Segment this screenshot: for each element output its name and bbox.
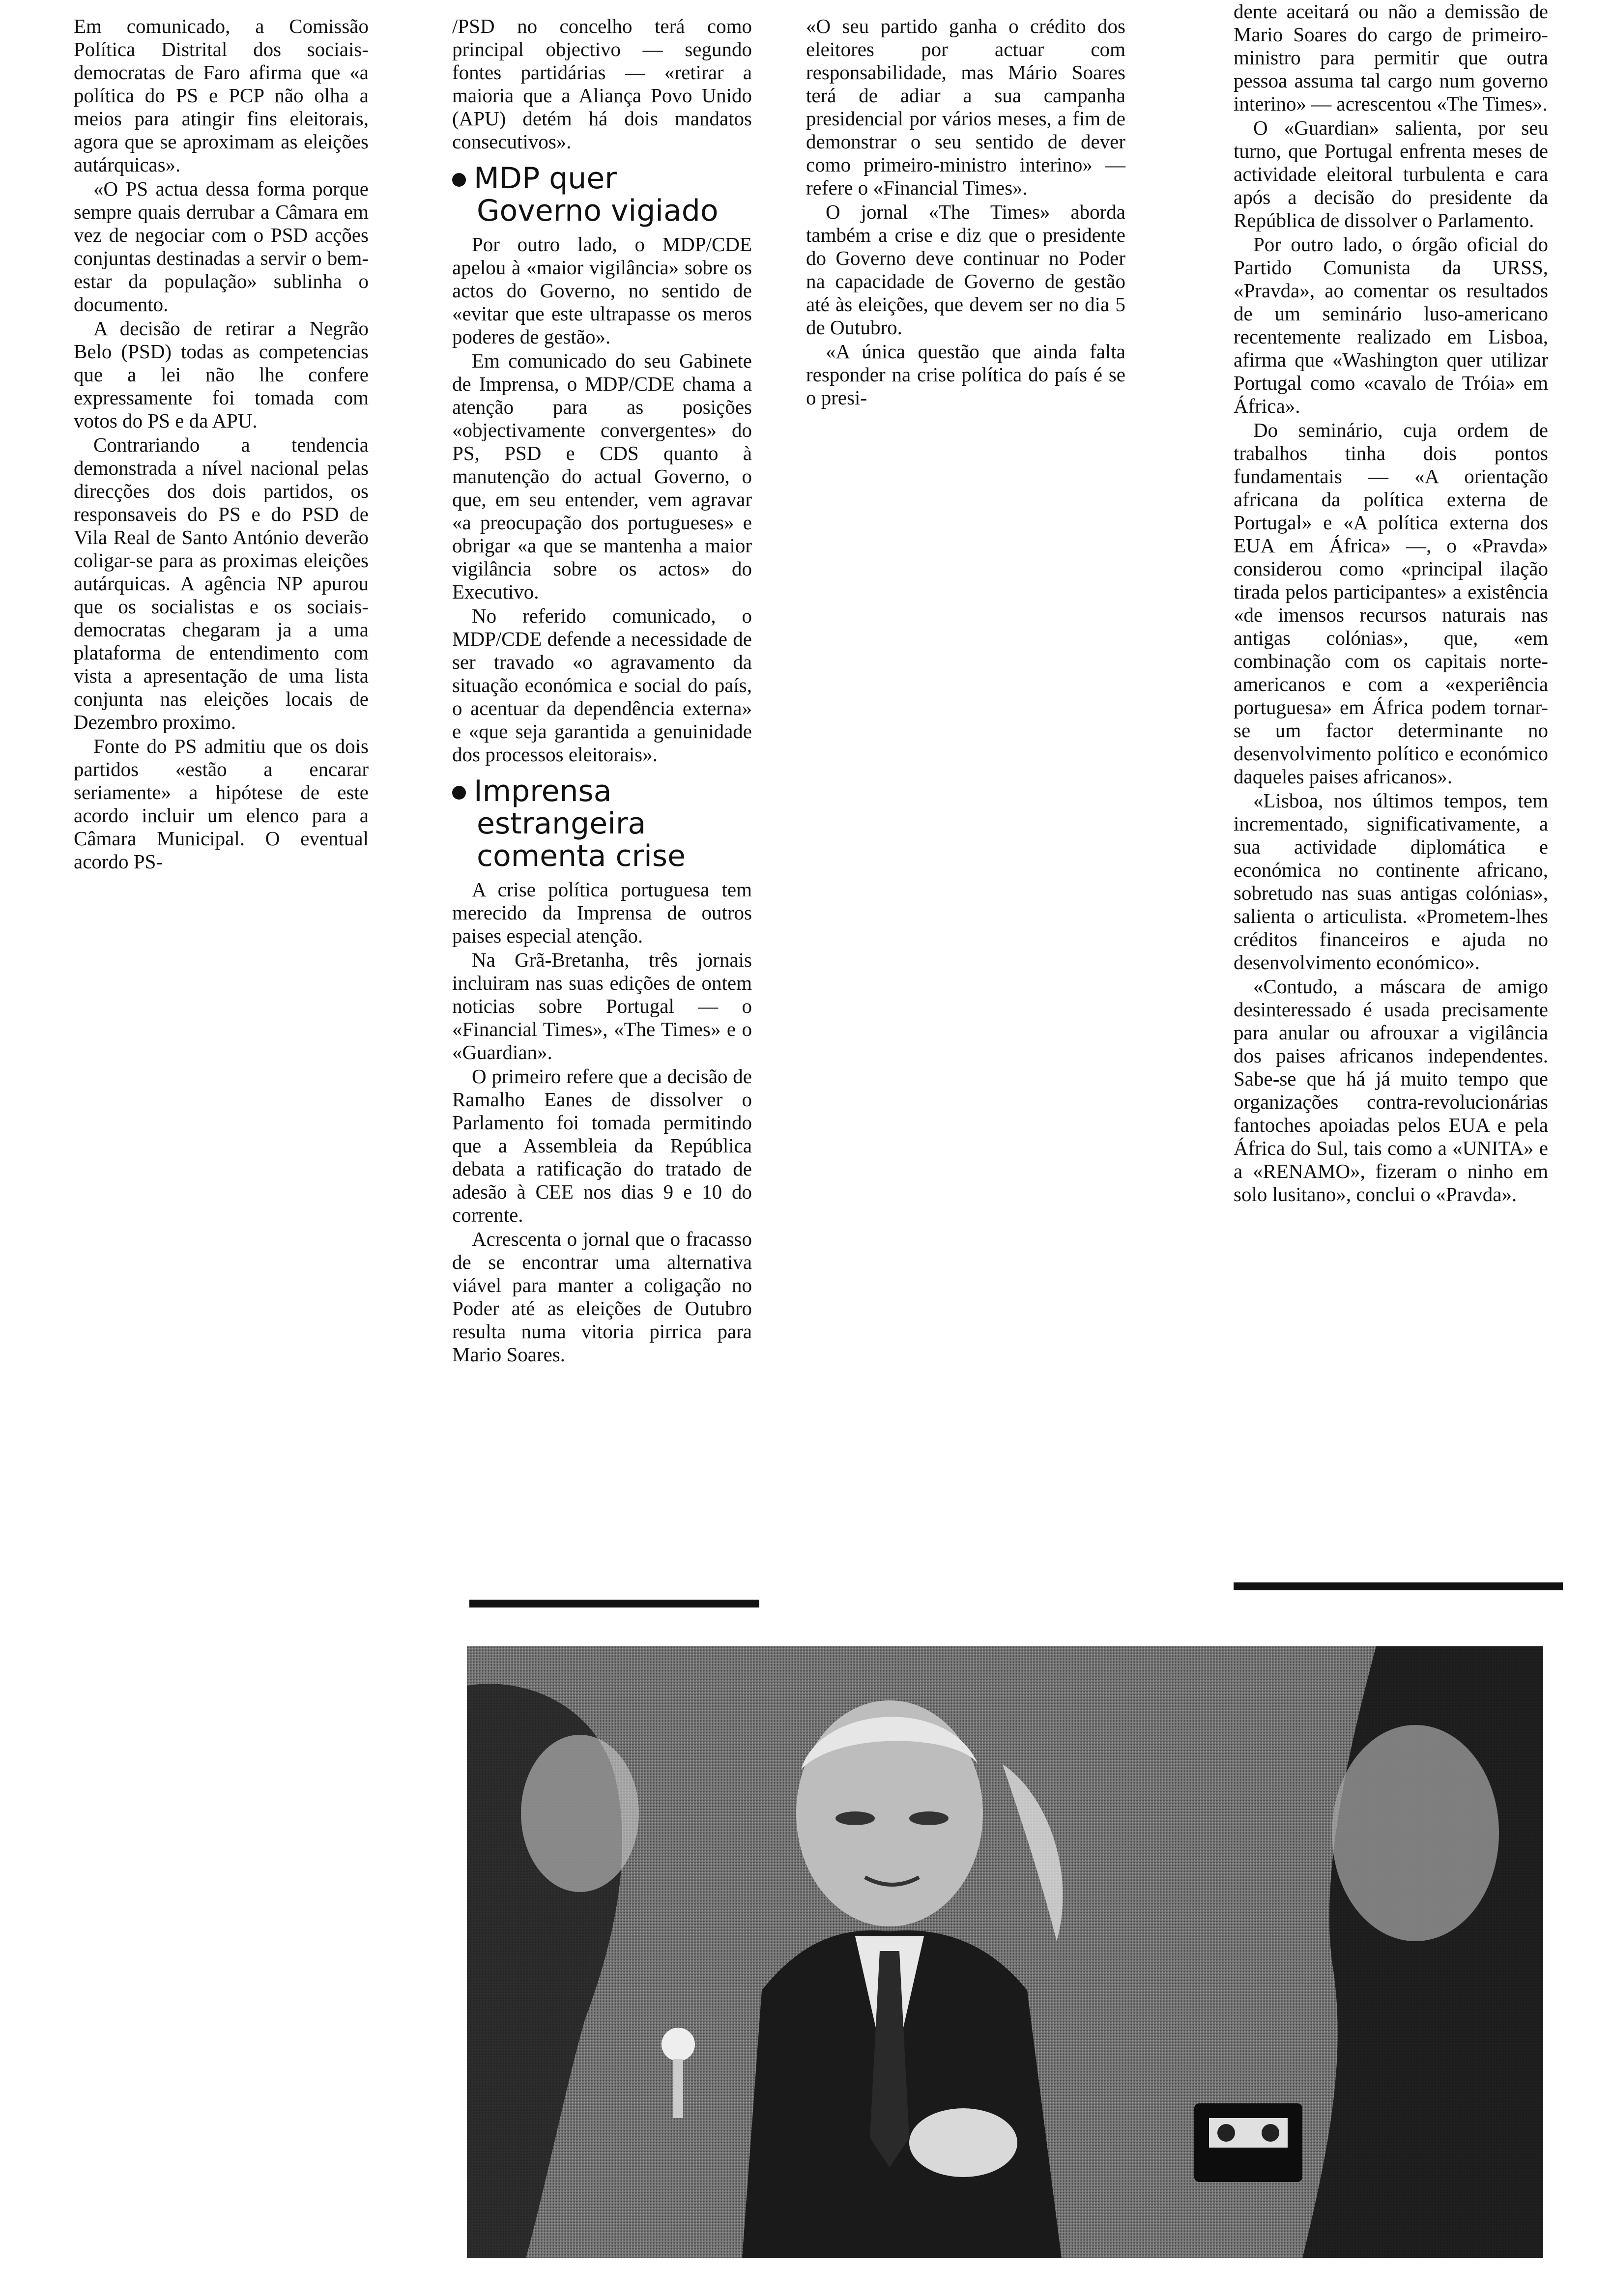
paragraph: Contrariando a tendencia demonstrada a nível nacional pelas direcções dos dois partidos, os responsaveis do PS e do PSD de Vila Real de Santo António deverão coligar-se para as proximas eleições autárquicas. A agência NP apurou que os socialistas e os sociais-democratas chegaram ja a uma plataforma de entendimento com vista a apresentação de uma lista conjunta nas eleições locais de Dezembro proximo. — [74, 433, 369, 733]
paragraph: «Lisboa, nos últimos tempos, tem incrementado, significativamente, a sua actividade diplomática e económica no continente africano, sobretudo nas suas antigas colónias», salienta o articulista. «Prometem-lhes créditos financeiros e ajuda no desenvolvimento económico». — [1234, 789, 1548, 974]
bullet-icon — [452, 173, 466, 187]
column-rule-right — [1234, 1582, 1563, 1590]
paragraph: Na Grã-Bretanha, três jornais incluiram nas suas edições de ontem noticias sobre Portugal — o «Financial Times», «The Times» e o «Guardian». — [452, 948, 752, 1063]
paragraph: /PSD no concelho terá como principal objectivo — segundo fontes partidárias — «retirar a maioria que a Aliança Povo Unido (APU) detém há dois mandatos consecutivos». — [452, 15, 752, 153]
article-column-1 — [74, 15, 369, 874]
paragraph: No referido comunicado, o MDP/CDE defende a necessidade de ser travado «o agravamento da situação económica e social do país, o acentuar da dependência externa» e «que seja garantida a genuinidade dos processos eleitorais». — [452, 604, 752, 766]
paragraph: «Contudo, a máscara de amigo desinteressado é usada precisamente para anular ou afrouxar a vigilância dos paises africanos independentes. Sabe-se que há já muito tempo que organizações contra-revolucionárias fantoches apoiadas pelos EUA e pela África do Sul, tais como a «UNITA» e a «RENAMO», fizeram o ninho em solo lusitano», conclui o «Pravda». — [1234, 975, 1548, 1205]
paragraph: dente aceitará ou não a demissão de Mario Soares do cargo de primeiro-ministro para permitir que outra pessoa assuma tal cargo num governo interino» — acrescentou «The Times». — [1234, 0, 1548, 115]
article-column-3 — [806, 15, 1125, 410]
paragraph: O «Guardian» salienta, por seu turno, que Portugal enfrenta meses de actividade eleitoral turbulenta e cara após a decisão do presidente da República de dissolver o Parlamento. — [1234, 116, 1548, 231]
paragraph: «A única questão que ainda falta responder na crise política do país é se o presi- — [806, 340, 1125, 409]
paragraph: Em comunicado do seu Gabinete de Imprensa, o MDP/CDE chama a atenção para as posições «objectivamente convergentes» do PS, PSD e CDS quanto à manutenção do actual Governo, o que, em seu entender, vem agravar «a preocupação dos portugueses» e obrigar «a que se mantenha a maior vigilância sobre os actos» do Executivo. — [452, 349, 752, 603]
column-rule-left — [469, 1600, 759, 1607]
photo-icon — [467, 1646, 1543, 2258]
section-heading-mdp: MDP quer Governo vigiado — [452, 162, 752, 227]
paragraph: A crise política portuguesa tem merecido da Imprensa de outros paises especial atenção. — [452, 878, 752, 947]
article-column-2 — [452, 15, 752, 1367]
article-column-4 — [1234, 0, 1548, 1207]
bullet-icon — [452, 786, 466, 800]
section-heading-imprensa: Imprensa estrangeira comenta crise — [452, 775, 752, 872]
paragraph: Por outro lado, o órgão oficial do Partido Comunista da URSS, «Pravda», ao comentar os resultados de um seminário luso-americano recentemente realizado em Lisboa, afirma que «Washington quer utilizar Portugal como «cavalo de Tróia» em África». — [1234, 233, 1548, 417]
paragraph: «O PS actua dessa forma porque sempre quais derrubar a Câmara em vez de negociar com o PSD acções conjuntas destinadas a servir o bem-estar da população» sublinha o documento. — [74, 177, 369, 316]
paragraph: Fonte do PS admitiu que os dois partidos «estão a encarar seriamente» a hipótese de este acordo incluir um elenco para a Câmara Municipal. O eventual acordo PS- — [74, 735, 369, 873]
paragraph: O primeiro refere que a decisão de Ramalho Eanes de dissolver o Parlamento foi tomada permitindo que a Assembleia da República debata a ratificação do tratado de adesão à CEE nos dias 9 e 10 do corrente. — [452, 1065, 752, 1226]
press-photo-image — [467, 1646, 1543, 2258]
paragraph: A decisão de retirar a Negrão Belo (PSD) todas as competencias que a lei não lhe confere expressamente foi tomada com votos do PS e da APU. — [74, 317, 369, 432]
paragraph: Do seminário, cuja ordem de trabalhos tinha dois pontos fundamentais — «A orientação africana da política externa de Portugal» e «A política externa dos EUA em África» —, o «Pravda» considerou como «principal ilação tirada pelos participantes» a existência «de imensos recursos naturais nas antigas colónias», que, «em combinação com os capitais norte-americanos e com a «experiência portuguesa» em África podem tornar-se um factor determinante no desenvolvimento político e económico daqueles paises africanos». — [1234, 419, 1548, 788]
paragraph: «O seu partido ganha o crédito dos eleitores por actuar com responsabilidade, mas Mário Soares terá de adiar a sua campanha presidencial por vários meses, a fim de demonstrar o seu sentido de dever como primeiro-ministro interino» — refere o «Financial Times». — [806, 15, 1125, 199]
paragraph: Em comunicado, a Comissão Política Distrital dos sociais-democratas de Faro afirma que «a política do PS e PCP não olha a meios para atingir fins eleitorais, agora que se aproximam as eleições autárquicas». — [74, 15, 369, 176]
paragraph: Por outro lado, o MDP/CDE apelou à «maior vigilância» sobre os actos do Governo, no sentido de «evitar que este ultrapasse os meros poderes de gestão». — [452, 233, 752, 348]
paragraph: O jornal «The Times» aborda também a crise e diz que o presidente do Governo deve continuar no Poder na capacidade de Governo de gestão até às eleições, que devem ser no dia 5 de Outubro. — [806, 201, 1125, 339]
paragraph: Acrescenta o jornal que o fracasso de se encontrar uma alternativa viável para manter a coligação no Poder até as eleições de Outubro resulta numa vitoria pirrica para Mario Soares. — [452, 1228, 752, 1366]
